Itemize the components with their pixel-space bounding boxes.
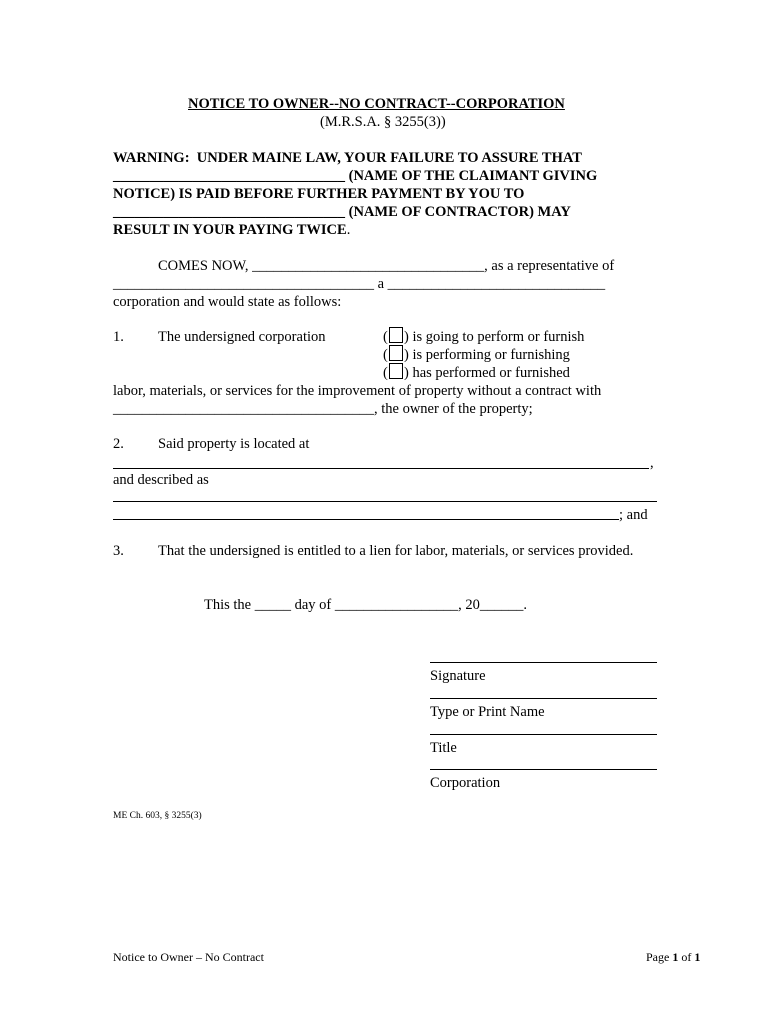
option-performing-label: ) is performing or furnishing: [404, 347, 570, 363]
comes-now-line: COMES NOW, ________________________________, as a representative of: [158, 258, 615, 274]
option-going-to-perform-checkbox[interactable]: [389, 327, 403, 343]
location-comma: ,: [650, 455, 654, 471]
location-blank-line[interactable]: [113, 468, 649, 469]
item-3-number: 3.: [113, 543, 124, 559]
corporation-line[interactable]: [430, 769, 657, 770]
print-name-label: Type or Print Name: [430, 704, 545, 720]
option-has-performed-checkbox[interactable]: [389, 363, 403, 379]
description-blank-line-2[interactable]: [113, 519, 619, 520]
option-has-performed-label: ) has performed or furnished: [404, 365, 570, 381]
item-3-text: That the undersigned is entitled to a lien for labor, materials, or services provided.: [158, 543, 634, 559]
description-blank-line-1[interactable]: [113, 501, 657, 502]
warning-result-text: RESULT IN YOUR PAYING TWICE: [113, 222, 347, 238]
described-as-label: and described as: [113, 472, 209, 488]
title-label: Title: [430, 740, 457, 756]
footer-form-name: Notice to Owner – No Contract: [113, 950, 264, 964]
owner-name-line: ____________________________________, the owner of the property;: [113, 401, 533, 417]
warning-line-3: NOTICE) IS PAID BEFORE FURTHER PAYMENT BY YOU TO: [113, 186, 525, 202]
date-line: This the _____ day of _________________, 20______.: [204, 597, 528, 613]
corporation-label: Corporation: [430, 775, 501, 791]
document-title: NOTICE TO OWNER--NO CONTRACT--CORPORATION: [188, 96, 565, 112]
warning-line-2: ________________________________ (NAME OF THE CLAIMANT GIVING: [113, 168, 598, 184]
warning-line-4: ________________________________ (NAME OF CONTRACTOR) MAY: [113, 204, 571, 220]
print-name-line[interactable]: [430, 698, 657, 699]
signature-label: Signature: [430, 668, 486, 684]
option-performing-checkbox[interactable]: [389, 345, 403, 361]
signature-line[interactable]: [430, 662, 657, 663]
page-number: Page 1 of 1: [646, 950, 701, 964]
intro-statement: corporation and would state as follows:: [113, 294, 342, 310]
item-1-description: labor, materials, or services for the improvement of property without a contract with: [113, 383, 602, 399]
and-text: ; and: [619, 507, 648, 523]
item-2-label: Said property is located at: [158, 436, 310, 452]
item-1-number: 1.: [113, 329, 124, 345]
item-2-number: 2.: [113, 436, 124, 452]
warning-line-1: WARNING: UNDER MAINE LAW, YOUR FAILURE TO ASSURE THAT: [113, 150, 582, 166]
item-1-label: The undersigned corporation: [158, 329, 326, 345]
warning-line-5: [113, 221, 350, 239]
statute-reference: ME Ch. 603, § 3255(3): [113, 811, 202, 821]
option-going-to-perform-label: ) is going to perform or furnish: [404, 329, 585, 345]
statute-citation: (M.R.S.A. § 3255(3)): [320, 114, 446, 130]
title-line[interactable]: [430, 734, 657, 735]
corporation-name-line: ____________________________________ a ______________________________: [113, 276, 606, 292]
warning-period: .: [346, 222, 351, 238]
